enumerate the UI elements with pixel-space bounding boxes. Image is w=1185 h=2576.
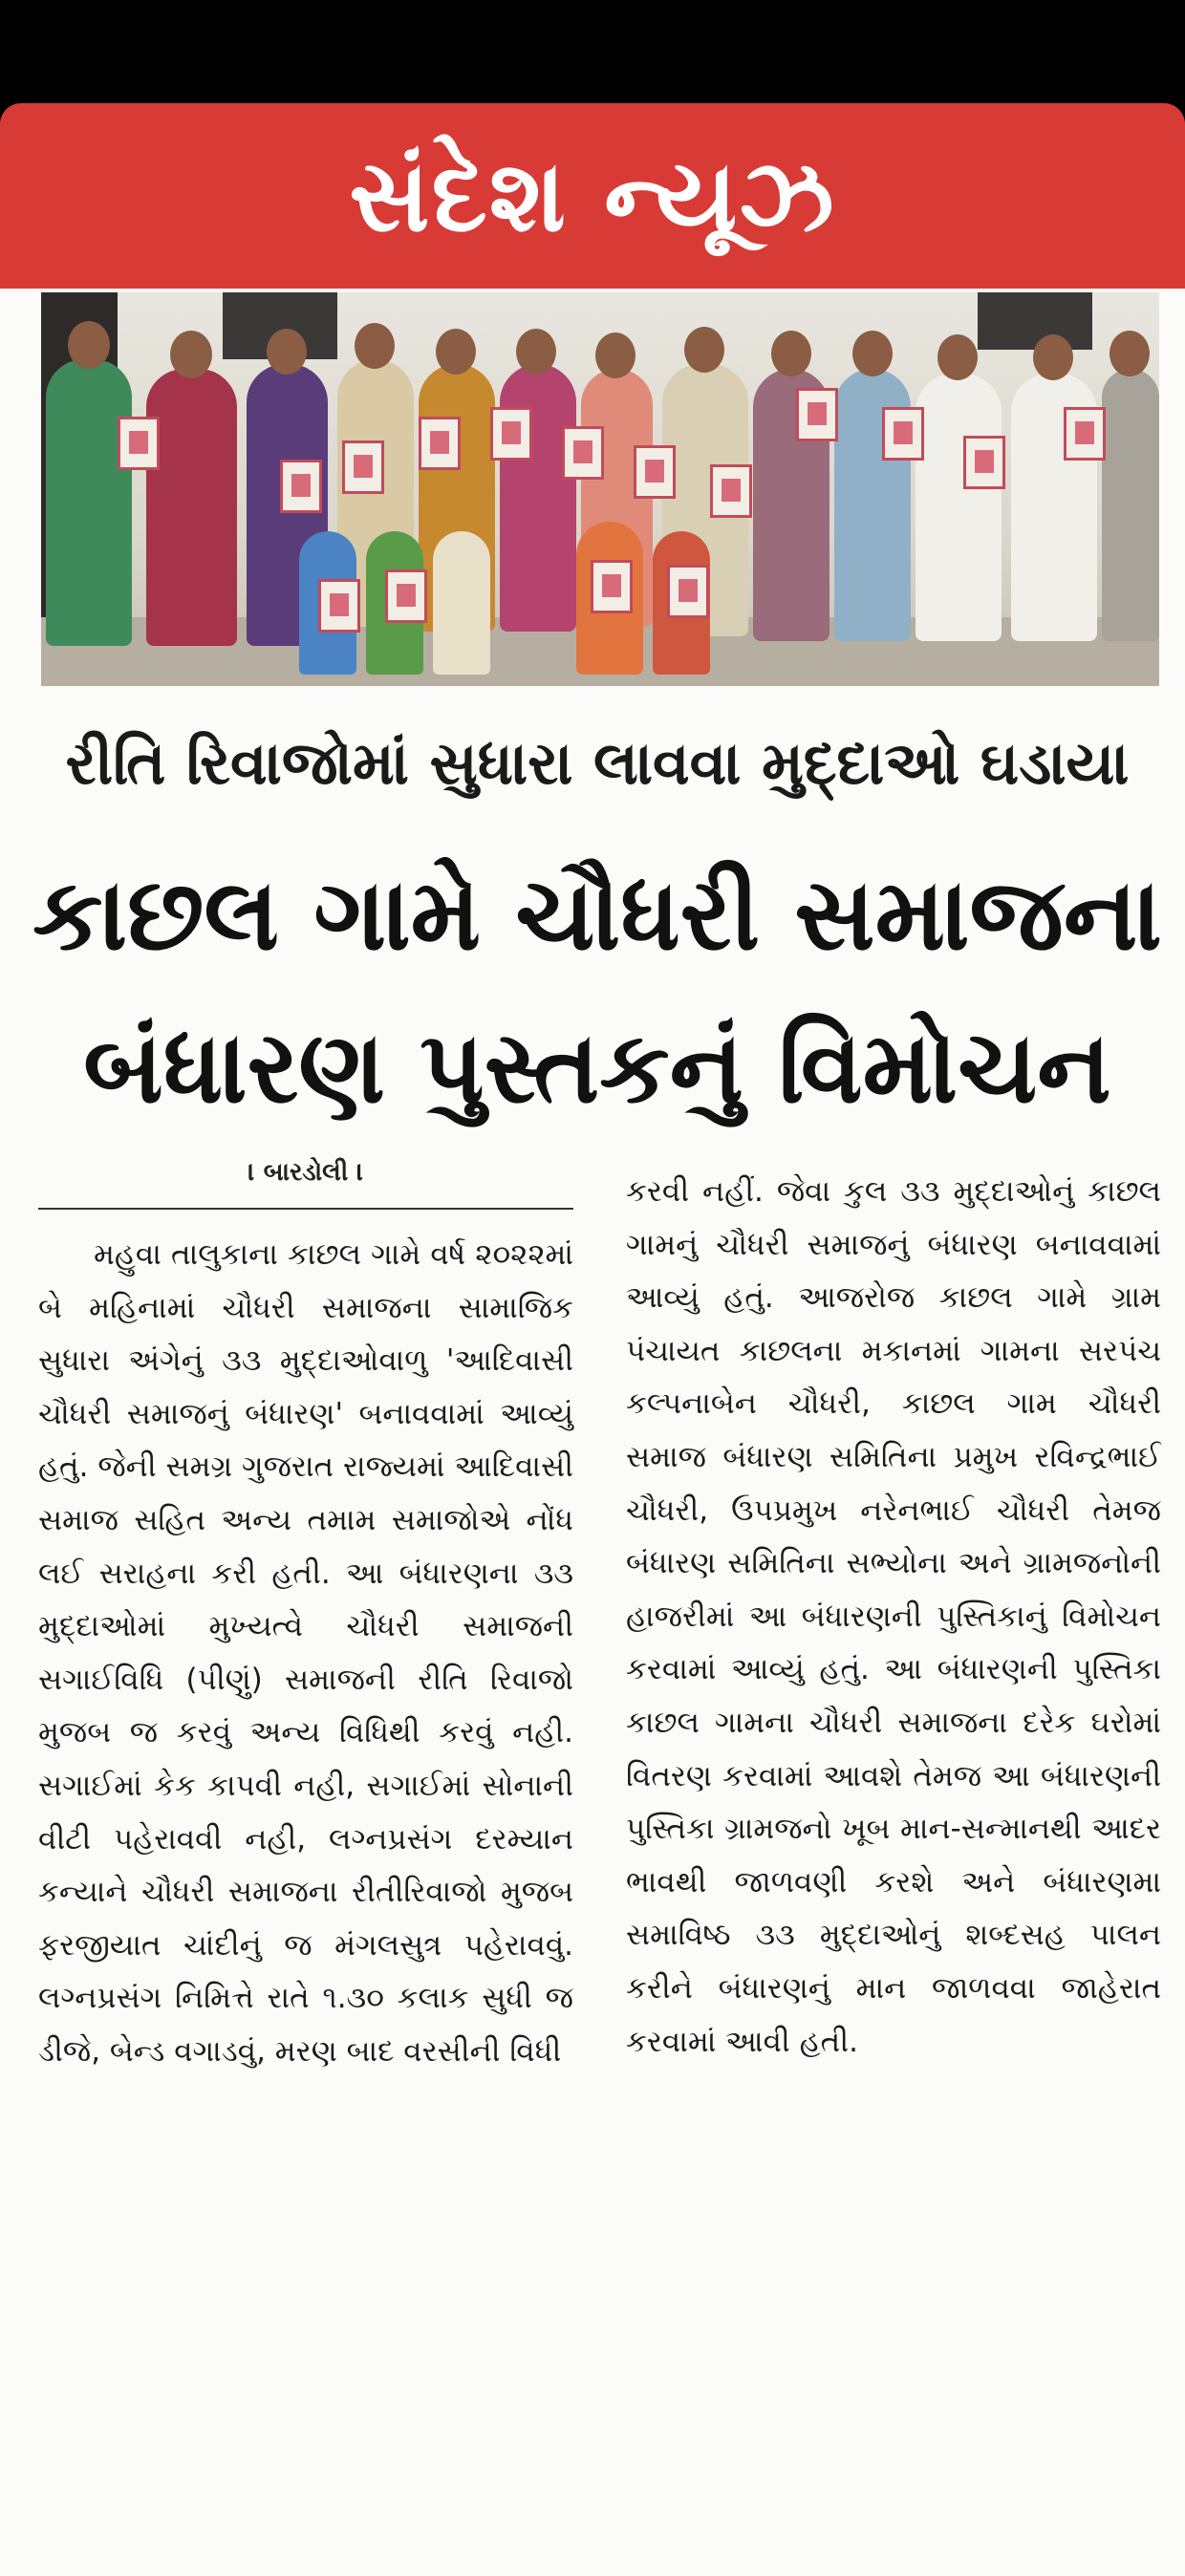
- article-headline-line1: કાછલ ગામે ચૌધરી સમાજના: [32, 856, 1162, 973]
- article-column-right: કરવી નહીં. જેવા કુલ ૩૩ મુદ્દાઓનું કાછલ ગામનું ચૌધરી સમાજનું બંધારણ બનાવવામાં આવ્યું હતું. આજરોજ કાછલ ગામે ગ્રામ પંચાયત કાછલના મકાનમાં ગામના સરપંચ કલ્પનાબેન ચૌધરી, કાછલ ગામ ચૌધરી સમાજ બંધારણ સમિતિના પ્રમુખ રવિન્દ્રભાઈ ચૌધરી, ઉપપ્રમુખ નરેનભાઈ ચૌધરી તેમજ બંધારણ સમિતિના સભ્યોના અને ગ્રામજનોની હાજરીમાં આ બંધારણની પુસ્તિકાનું વિમોચન કરવામાં આવ્યું હતું. આ બંધારણની પુસ્તિકા કાછલ ગામના ચૌધરી સમાજના દરેક ઘરોમાં વિતરણ કરવામાં આવશે તેમજ આ બંધારણની પુસ્તિકા ગ્રામજનો ખૂબ માન-સન્માનથી આદર ભાવથી જાળવણી કરશે અને બંધારણમા સમાવિષ્ઠ ૩૩ મુદ્દાઓનું શબ્દસહ પાલન કરીને બંધારણનું માન જાળવવા જાહેરાત કરવામાં આવી હતી.: [626, 1174, 1161, 2059]
- newspaper-clipping: [0, 289, 1185, 2576]
- top-bar: [0, 0, 1185, 103]
- dateline-rule: [38, 1208, 573, 1210]
- article-column-left: મહુવા તાલુકાના કાછલ ગામે વર્ષ ૨૦૨૨માં બે મહિનામાં ચૌધરી સમાજના સામાજિક સુધારા અંગેનું ૩૩ મુદ્દાઓવાળુ 'આદિવાસી ચૌધરી સમાજનું બંધારણ' બનાવવામાં આવ્યું હતું. જેની સમગ્ર ગુજરાત રાજ્યમાં આદિવાસી સમાજ સહિત અન્ય તમામ સમાજોએ નોંધ લઈ સરાહના કરી હતી. આ બંધારણના ૩૩ મુદ્દાઓમાં મુખ્યત્વે ચૌધરી સમાજની સગાઈવિધિ (પીણું) સમાજની રીતિ રિવાજો મુજબ જ કરવું અન્ય વિધિથી કરવું નહી. સગાઈમાં કેક કાપવી નહી, સગાઈમાં સોનાની વીટી પહેરાવવી નહી, લગ્નપ્રસંગ દરમ્યાન કન્યાને ચૌધરી સમાજના રીતીરિવાજો મુજબ ફરજીયાત ચાંદીનું જ મંગલસુત્ર પહેરાવવું. લગ્નપ્રસંગ નિમિત્તે રાતે ૧.૩૦ કલાક સુધી જ ડીજે, બેન્ડ વગાડવું, મરણ બાદ વરસીની વિધી: [38, 1237, 573, 2069]
- group-photo: [41, 292, 1159, 686]
- article-headline-line2: બંધારણ પુસ્તકનું વિમોચન: [83, 1009, 1111, 1126]
- dateline: । બારડોલી ।: [248, 1158, 364, 1187]
- banner-title: સંદેશ ન્યૂઝ: [349, 137, 836, 254]
- article-subheadline: રીતિ રિવાજોમાં સુધારા લાવવા મુદ્દાઓ ઘડાયા: [65, 728, 1130, 798]
- news-banner: [0, 103, 1185, 289]
